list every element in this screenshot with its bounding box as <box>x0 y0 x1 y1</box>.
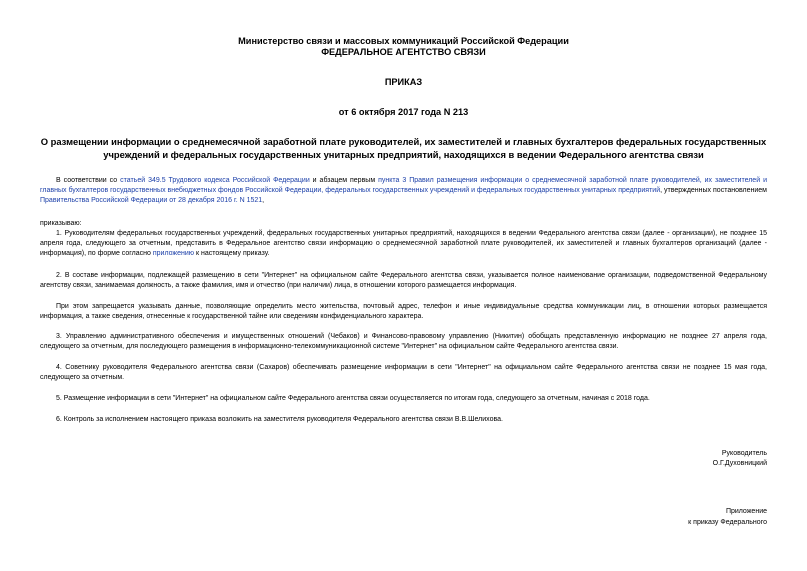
item-1-text: 1. Руководителям федеральных государственных учреждений, федеральных государственных унитарных предприятий, находящихся в ведении Федерального агентства связи (далее - организации), не позднее 15 апреля года, следующего за отчетным, представить в Федеральное агентство связи информацию о среднемесячной заработной плате руководителей, их заместителей и главных бухгалтеров организаций (далее - информация), по форме согласно <box>40 230 767 257</box>
item-3: 3. Управлению административного обеспечения и имущественных отношений (Чебаков) и Финансово-правовому управлению (Никитин) обобщать представленную информацию не позднее 27 апреля года, следующего за отчетным, для последующего размещения в информационно-телекоммуникационной системе "Интернет" на официальном сайте Федерального агентства связи. <box>40 333 767 350</box>
agency-name: ФЕДЕРАЛЬНОЕ АГЕНТСТВО СВЯЗИ <box>321 47 486 57</box>
preamble-text: и абзацем первым <box>309 177 379 184</box>
doc-title: О размещении информации о среднемесячной заработной плате руководителей, их заместителей и главных бухгалтеров федеральных государственных учреждений и федеральных государственных унитарных предприятий, находящихся в ведении Федерального агентства связи <box>40 136 767 160</box>
appendix-caption: к приказу Федерального <box>688 519 767 526</box>
item-6: 6. Контроль за исполнением настоящего приказа возложить на заместителя руководителя Федерального агентства связи В.В.Шелихова. <box>56 416 503 423</box>
preamble-paragraph <box>40 176 767 206</box>
appendix-label: Приложение <box>725 508 767 515</box>
item-2-continuation: При этом запрещается указывать данные, позволяющие определить место жительства, почтовый адрес, телефон и иные индивидуальные средства коммуникации лиц, в отношении которых размещается информация, а также сведения, отнесенные к государственной тайне или сведениям конфиденциального характера. <box>40 303 767 320</box>
doc-date-number: от 6 октября 2017 года N 213 <box>338 107 469 117</box>
preamble-text: , утвержденных постановлением <box>660 186 767 194</box>
ministry-name: Министерство связи и массовых коммуникаций Российской Федерации <box>238 36 569 46</box>
government-decree-link[interactable]: Правительства Российской Федерации от 28 декабря 2016 г. N 1521 <box>40 196 263 204</box>
labor-code-link[interactable]: статьей 349.5 Трудового кодекса Российской Федерации <box>120 177 310 184</box>
item-4: 4. Советнику руководителя Федерального агентства связи (Сахаров) обеспечивать размещение информации в сети "Интернет" на официальном сайте Федерального агентства связи не позднее 15 мая года, следующего за отчетным. <box>40 364 767 381</box>
item-2: 2. В составе информации, подлежащей размещению в сети "Интернет" на официальном сайте Федерального агентства связи, указывается полное наименование организации, подведомственной Федеральному агентству связи, занимаемая должность, а также фамилия, имя и отчество (при наличии) лица, в отношении которого размещается информация. <box>40 272 767 289</box>
signature-role: Руководитель <box>721 450 767 457</box>
order-word: приказываю: <box>40 220 82 227</box>
preamble-text: В соответствии со <box>56 177 121 184</box>
appendix-link[interactable]: приложению <box>152 249 195 257</box>
item-5: 5. Размещение информации в сети "Интернет" на официальном сайте Федерального агентства связи осуществляется по итогам года, следующего за отчетным, начиная с 2018 года. <box>56 395 650 402</box>
item-1-text-end: к настоящему приказу. <box>194 249 270 257</box>
doc-type: ПРИКАЗ <box>384 77 423 87</box>
preamble-text: , <box>262 196 265 204</box>
item-1 <box>40 229 767 259</box>
rules-link[interactable]: пункта 3 Правил размещения информации о среднемесячной заработной плате руководителей, их заместителей и главных бухгалтеров государственных внебюджетных фондов Российской Федерации, федеральных государственных учреждений и федеральных государственных унитарных предприятий <box>40 177 767 194</box>
signature-name: О.Г.Духовницкий <box>712 460 767 467</box>
